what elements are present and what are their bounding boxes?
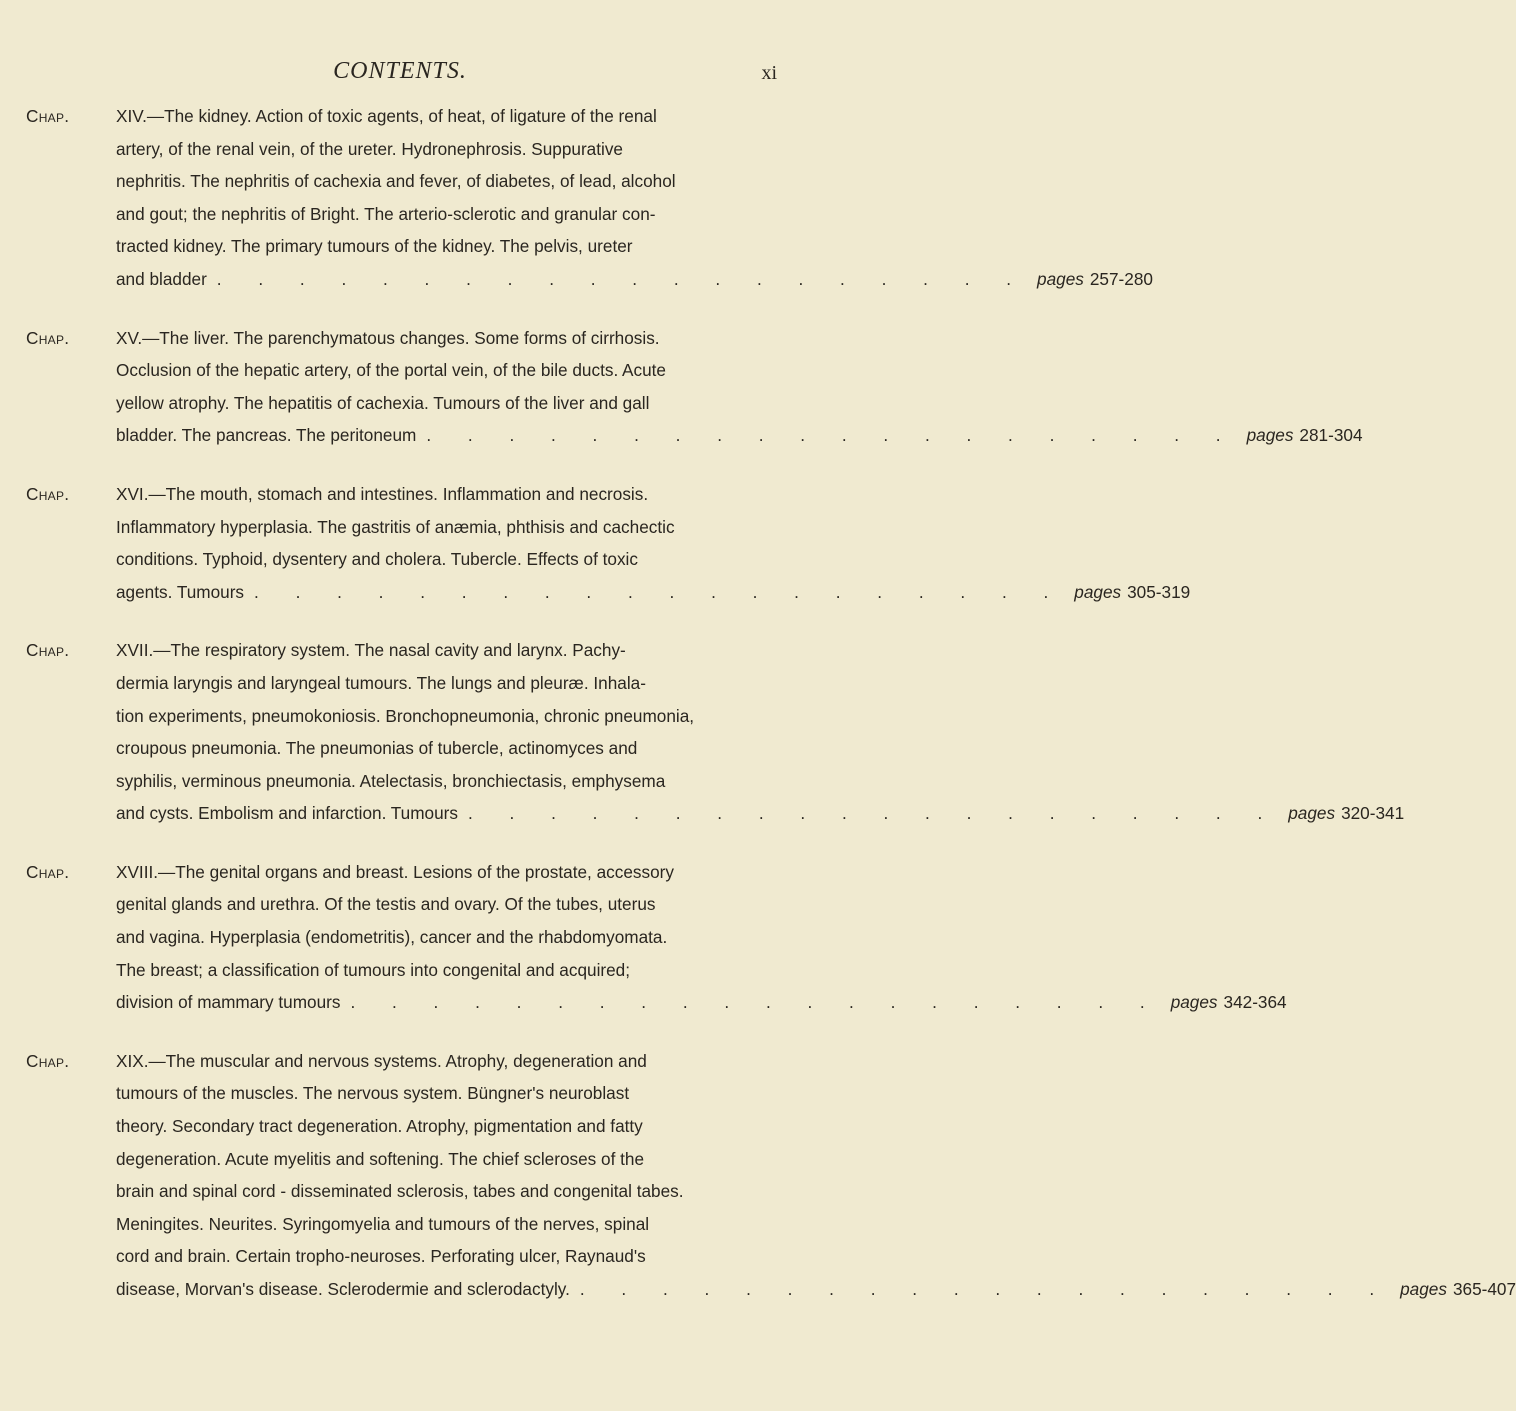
- pages-value: 257-280: [1089, 268, 1153, 289]
- chapter-last-line: [116, 419, 1363, 452]
- chapter-text-line: disease, Morvan's disease. Sclerodermie and sclerodactyly.: [116, 1279, 570, 1299]
- page-range: [1037, 263, 1153, 296]
- page-number: xi: [761, 62, 777, 84]
- chapter-entry: [26, 100, 1153, 296]
- chapter-text-line: brain and spinal cord - disseminated sclerosis, tabes and congenital tabes.: [116, 1181, 684, 1202]
- chapter-text-line: and bladder: [116, 268, 207, 289]
- chapter-text-line: tumours of the muscles. The nervous system. Büngner's neuroblast: [116, 1083, 630, 1104]
- chapter-last-line: [116, 576, 1191, 609]
- chapter-text-line: cord and brain. Certain tropho-neuroses. Perforating ulcer, Raynaud's: [116, 1246, 646, 1267]
- chapter-label: Chap.: [26, 861, 70, 882]
- chapter-entry: [26, 856, 1287, 1019]
- pages-value: 365-407: [1452, 1279, 1516, 1299]
- chapter-text-line: croupous pneumonia. The pneumonias of tubercle, actinomyces and: [116, 738, 638, 759]
- chapter-text-line: degeneration. Acute myelitis and softening. The chief scleroses of the: [116, 1148, 645, 1169]
- chapter-text-line: The breast; a classification of tumours into congenital and acquired;: [116, 959, 631, 980]
- chapter-text-line: division of mammary tumours: [116, 992, 341, 1013]
- pages-label: pages: [1400, 1279, 1447, 1299]
- chapter-label: Chap.: [26, 640, 70, 661]
- pages-label: pages: [1288, 803, 1336, 824]
- chapter-last-line: [116, 986, 1287, 1019]
- chapter-text-line: and gout; the nephritis of Bright. The arterio-sclerotic and granular con-: [116, 203, 656, 224]
- chapter-text-line: XV.—The liver. The parenchymatous changes. Some forms of cirrhosis.: [116, 327, 660, 348]
- chapter-text-line: tion experiments, pneumokoniosis. Bronchopneumonia, chronic pneumonia,: [116, 705, 695, 726]
- chapter-text-line: agents. Tumours: [116, 581, 245, 602]
- pages-value: 342-364: [1223, 992, 1287, 1013]
- leader-dots: . . . . . . . . . . . . . . . . . . . .: [350, 992, 1161, 1013]
- pages-value: 320-341: [1341, 803, 1405, 824]
- chapter-text-line: genital glands and urethra. Of the testis and ovary. Of the tubes, uterus: [116, 894, 656, 915]
- chapter-entry: [26, 322, 1363, 452]
- chapter-text-line: and cysts. Embolism and infarction. Tumours: [116, 803, 458, 824]
- pages-value: 305-319: [1127, 581, 1191, 602]
- chapter-label: Chap.: [26, 106, 70, 126]
- chapter-text-line: syphilis, verminous pneumonia. Atelectasis, bronchiectasis, emphysema: [116, 770, 666, 791]
- pages-label: pages: [1246, 425, 1294, 446]
- page-range: [1288, 797, 1404, 830]
- page-range: [1074, 576, 1190, 609]
- chapter-last-line: [116, 797, 1405, 830]
- chapter-text-line: yellow atrophy. The hepatitis of cachexia. Tumours of the liver and gall: [116, 392, 650, 413]
- page-range: [1400, 1273, 1516, 1306]
- chapter-text-line: XVI.—The mouth, stomach and intestines. Inflammation and necrosis.: [116, 483, 649, 504]
- leader-dots: . . . . . . . . . . . . . . . . . . . .: [254, 581, 1065, 602]
- chapter-text-line: bladder. The pancreas. The peritoneum: [116, 425, 417, 446]
- leader-dots: . . . . . . . . . . . . . . . . . . . .: [467, 803, 1279, 824]
- chapter-text-line: artery, of the renal vein, of the ureter. Hydronephrosis. Suppurative: [116, 138, 623, 159]
- chapter-text-line: Inflammatory hyperplasia. The gastritis of anæmia, phthisis and cachectic: [116, 516, 675, 537]
- chapter-label: Chap.: [26, 327, 70, 348]
- page-range: [1247, 419, 1363, 452]
- leader-dots: . . . . . . . . . . . . . . . . . . . .: [579, 1279, 1391, 1299]
- page-range: [1171, 986, 1287, 1019]
- chapter-text-line: XIX.—The muscular and nervous systems. Atrophy, degeneration and: [116, 1050, 647, 1071]
- chapter-text-line: nephritis. The nephritis of cachexia and fever, of diabetes, of lead, alcohol: [116, 171, 676, 192]
- chapter-label: Chap.: [26, 1050, 70, 1071]
- pages-label: pages: [1170, 992, 1218, 1013]
- chapter-text-line: theory. Secondary tract degeneration. Atrophy, pigmentation and fatty: [116, 1116, 643, 1137]
- pages-value: 281-304: [1299, 425, 1363, 446]
- chapter-text-line: XIV.—The kidney. Action of toxic agents, of heat, of ligature of the renal: [116, 106, 657, 126]
- running-head: [0, 58, 800, 88]
- leader-dots: . . . . . . . . . . . . . . . . . . . .: [216, 268, 1028, 289]
- contents-list: [0, 100, 1516, 1332]
- page-title: CONTENTS.: [333, 58, 467, 84]
- chapter-text-line: XVII.—The respiratory system. The nasal cavity and larynx. Pachy-: [116, 640, 626, 661]
- chapter-entry: [26, 1045, 1516, 1306]
- chapter-text-line: conditions. Typhoid, dysentery and cholera. Tubercle. Effects of toxic: [116, 549, 638, 570]
- pages-label: pages: [1074, 581, 1122, 602]
- chapter-label: Chap.: [26, 483, 70, 504]
- chapter-entry: [26, 478, 1191, 608]
- leader-dots: . . . . . . . . . . . . . . . . . . . .: [426, 425, 1237, 446]
- chapter-text-line: tracted kidney. The primary tumours of the kidney. The pelvis, ureter: [116, 236, 633, 257]
- chapter-text-line: Occlusion of the hepatic artery, of the portal vein, of the bile ducts. Acute: [116, 360, 666, 381]
- pages-label: pages: [1037, 268, 1084, 289]
- chapter-entry: [26, 634, 1405, 830]
- chapter-last-line: [116, 1273, 1516, 1306]
- chapter-text-line: and vagina. Hyperplasia (endometritis), cancer and the rhabdomyomata.: [116, 927, 668, 948]
- chapter-last-line: [116, 263, 1153, 296]
- chapter-text-line: Meningites. Neurites. Syringomyelia and tumours of the nerves, spinal: [116, 1213, 650, 1234]
- chapter-text-line: XVIII.—The genital organs and breast. Lesions of the prostate, accessory: [116, 861, 674, 882]
- chapter-text-line: dermia laryngis and laryngeal tumours. The lungs and pleuræ. Inhala-: [116, 672, 646, 693]
